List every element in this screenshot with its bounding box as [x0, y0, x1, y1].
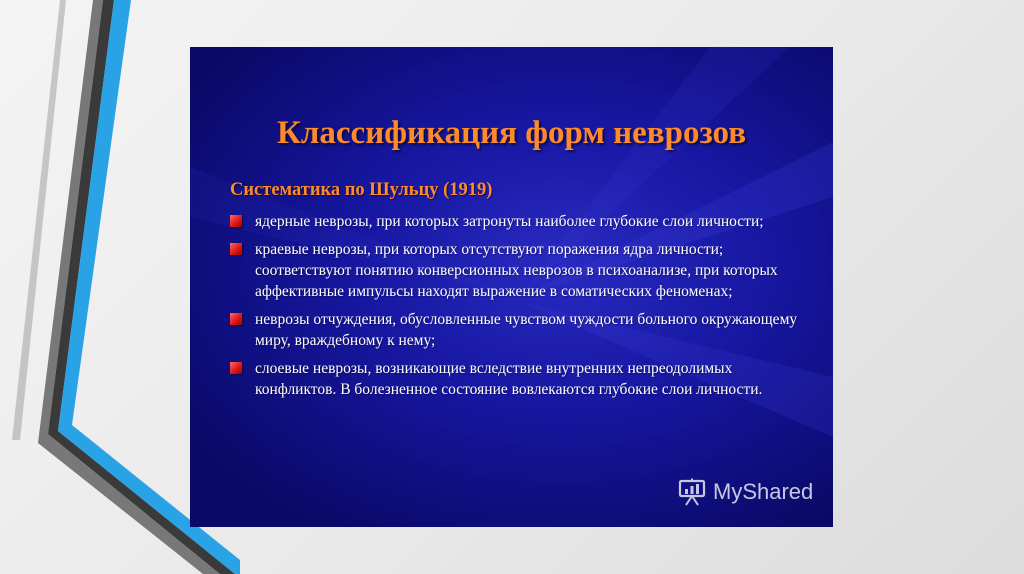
- watermark-text: MyShared: [713, 479, 814, 504]
- slide-title: Классификация форм неврозов: [276, 115, 747, 151]
- watermark: [677, 477, 813, 507]
- bullet-text: неврозы отчуждения, обусловленные чувством чуждости больного окружающему миру, враждебному к нему;: [255, 311, 798, 349]
- list-item: [228, 309, 798, 351]
- list-item: [228, 239, 798, 302]
- bullet-list: [228, 211, 798, 407]
- red-square-bullet-icon: [230, 243, 242, 255]
- bullet-text: краевые неврозы, при которых отсутствуют поражения ядра личности; соответствуют понятию конверсионных неврозов в психоанализе, при которых аффективные импульсы находят выражение в соматических феноменах;: [255, 241, 778, 300]
- list-item: [228, 358, 798, 400]
- bullet-text: ядерные неврозы, при которых затронуты наиболее глубокие слои личности;: [255, 213, 764, 230]
- slide-subtitle: Систематика по Шульцу (1919): [230, 180, 493, 200]
- bullet-text: слоевые неврозы, возникающие вследствие внутренних непреодолимых конфликтов. В болезненное состояние вовлекаются глубокие слои личности.: [255, 360, 763, 398]
- slide: [190, 47, 833, 527]
- list-item: [228, 211, 798, 232]
- red-square-bullet-icon: [230, 215, 242, 227]
- red-square-bullet-icon: [230, 313, 242, 325]
- red-square-bullet-icon: [230, 362, 242, 374]
- presentation-board-icon: [677, 478, 707, 506]
